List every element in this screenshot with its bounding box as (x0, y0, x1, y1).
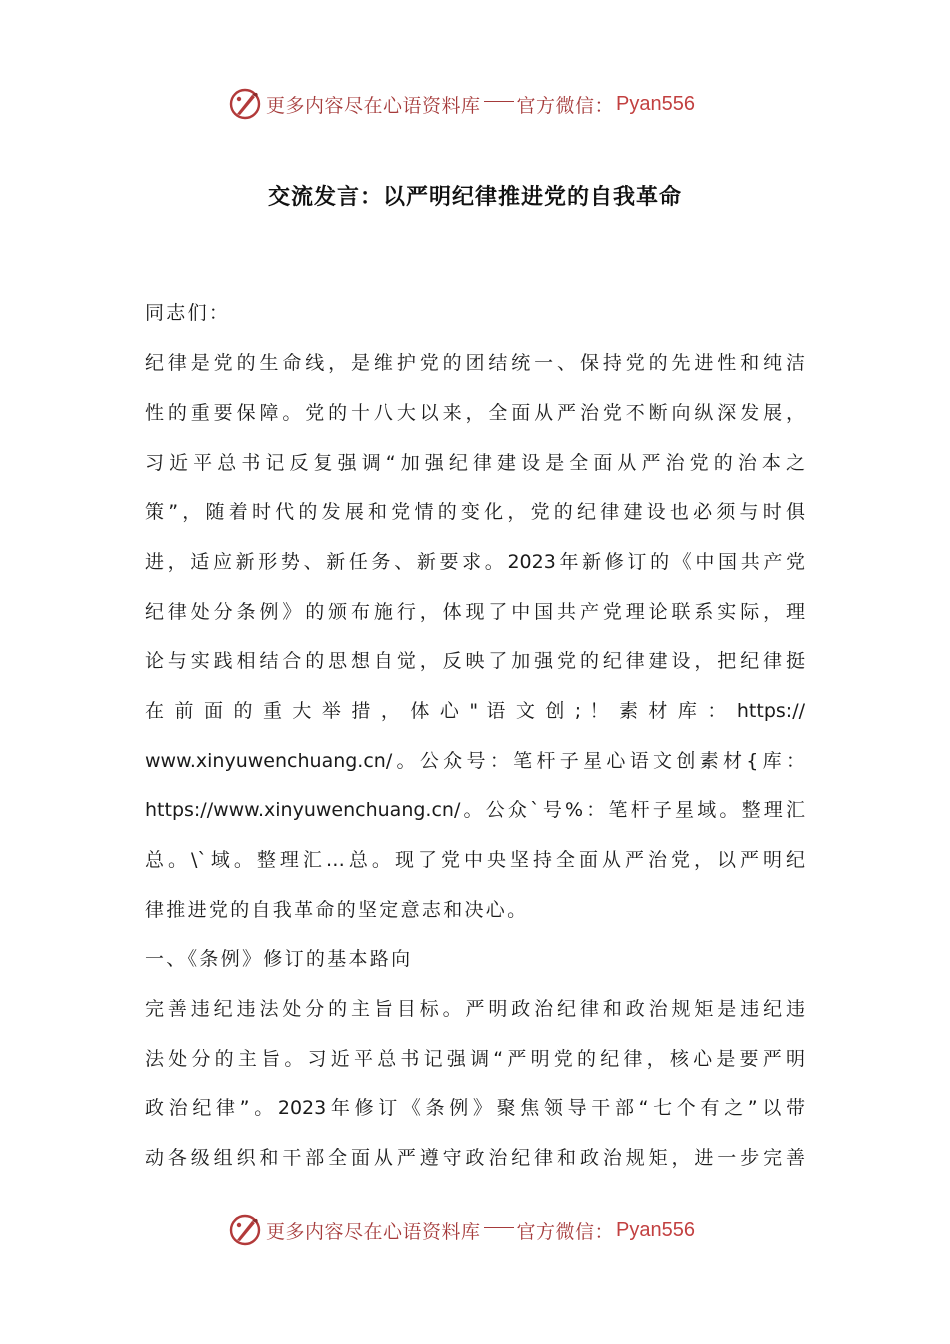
body-line: 法处分的主旨。习近平总书记强调“严明党的纪律，核心是要严明 (145, 1048, 805, 1070)
body-line: https://www.xinyuwenchuang.cn/。公众`号%：笔杆子星域。整理汇 (145, 799, 805, 821)
body-line: 在 前 面 的 重 大 举 措 ， 体 心 " 语 文 创 ; ！ 素 材 库 ： https:// (145, 700, 805, 722)
quill-pen-logo-icon (228, 87, 262, 121)
banner-text: 更多内容尽在心语资料库 (266, 1220, 481, 1243)
body-line: 政治纪律”。2023年修订《条例》聚焦领导干部“七个有之”以带 (145, 1097, 805, 1119)
footer-banner (228, 1210, 695, 1250)
header-banner (228, 84, 695, 124)
body-line: 完善违纪违法处分的主旨目标。严明政治纪律和政治规矩是违纪违 (145, 998, 805, 1020)
body-line: 动各级组织和干部全面从严遵守政治纪律和政治规矩，进一步完善 (145, 1147, 805, 1169)
body-line: 同志们： (145, 302, 231, 324)
body-line: 论与实践相结合的思想自觉，反映了加强党的纪律建设，把纪律挺 (145, 650, 805, 672)
quill-pen-logo-icon (228, 1213, 262, 1247)
banner-official-label: 官方微信： (516, 94, 615, 117)
body-line: 总。\`域。整理汇…总。现了党中央坚持全面从严治党，以严明纪 (145, 849, 805, 871)
banner-account: Pyan556 (616, 1218, 695, 1241)
document-title: 交流发言：以严明纪律推进党的自我革命 (267, 185, 682, 210)
section-heading: 一、《条例》修订的基本路向 (145, 948, 413, 970)
banner-dash (484, 1227, 514, 1228)
body-line: 律推进党的自我革命的坚定意志和决心。 (145, 899, 529, 921)
banner-account: Pyan556 (616, 92, 695, 115)
banner-dash (484, 101, 514, 102)
body-line: 纪律处分条例》的颁布施行，体现了中国共产党理论联系实际，理 (145, 601, 805, 623)
body-line: 纪律是党的生命线，是维护党的团结统一、保持党的先进性和纯洁 (145, 352, 805, 374)
body-line: 策”，随着时代的发展和党情的变化，党的纪律建设也必须与时俱 (145, 501, 805, 523)
banner-text: 更多内容尽在心语资料库 (266, 94, 481, 117)
body-line: 习近平总书记反复强调“加强纪律建设是全面从严治党的治本之 (145, 452, 805, 474)
banner-official-label: 官方微信： (516, 1220, 615, 1243)
body-line: 进，适应新形势、新任务、新要求。2023年新修订的《中国共产党 (145, 551, 805, 573)
body-line: 性的重要保障。党的十八大以来，全面从严治党不断向纵深发展， (145, 402, 805, 424)
body-line: www.xinyuwenchuang.cn/。公众号：笔杆子星心语文创素材{库： (145, 750, 805, 772)
